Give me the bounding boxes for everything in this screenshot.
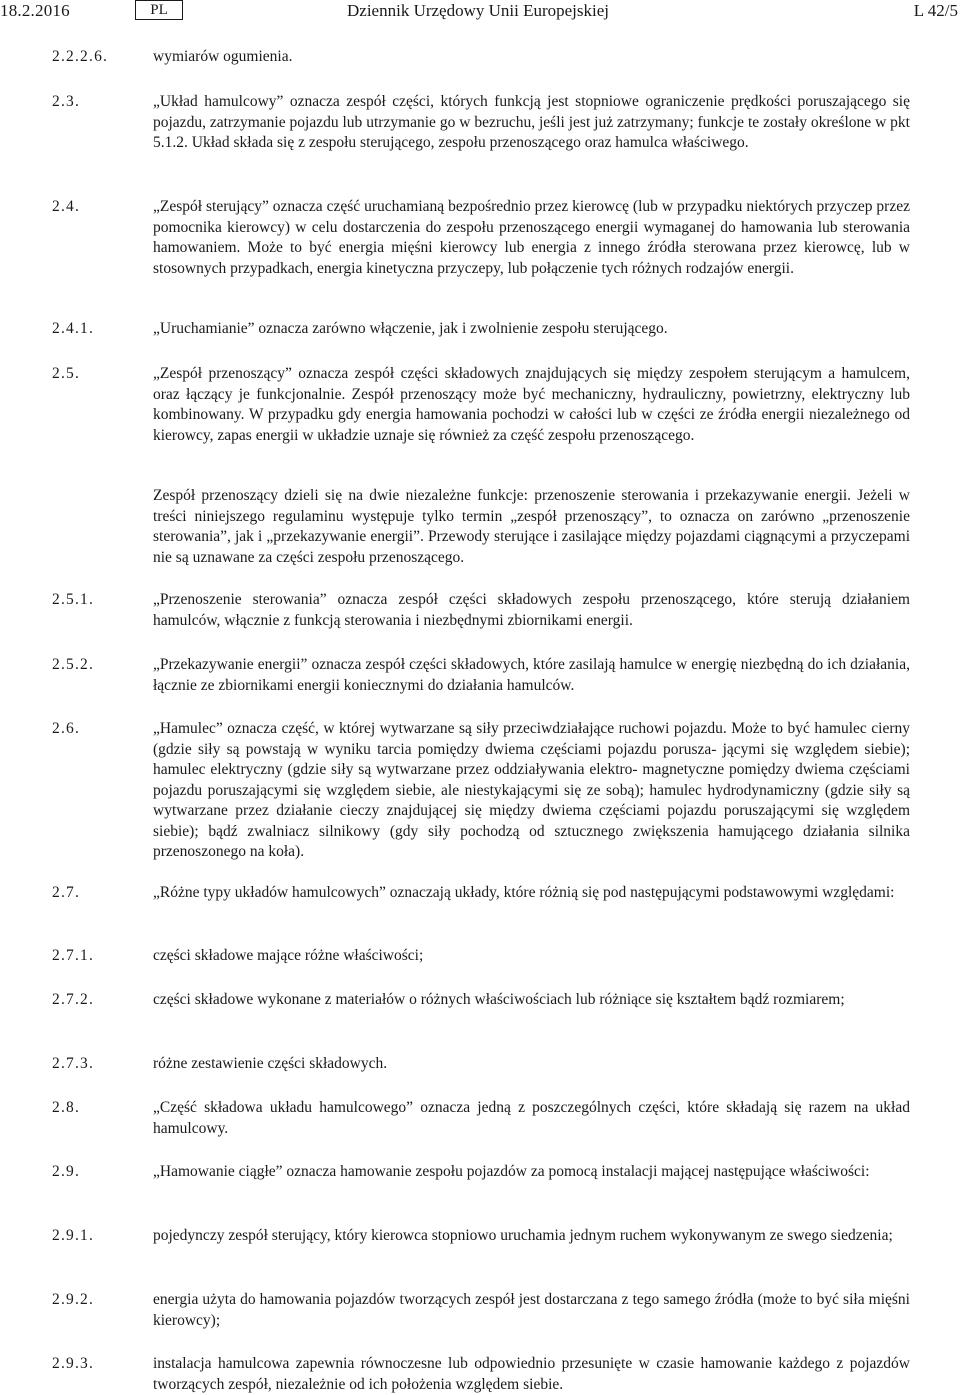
clause-text: energia użyta do hamowania pojazdów tworzących zespół jest dostarczana z tego samego źródła (może to być siła mięśni kierowcy);: [153, 1291, 910, 1329]
clause-text: „Zespół sterujący” oznacza część uruchamianą bezpośrednio przez kierowcę (lub w przypadku niektórych przyczep przez pomocnika kierowcy) w celu dostarczenia do zespołu przenoszącego energii wymaganej do hamowania lub sterowania hamowaniem. Może to być energia mięśni kierowcy lub energia z innego źródła sterowana przez kierowcę, lub w stosownych przypadkach, energia kinetyczna przyczepy, lub połączenie tych różnych rodzajów energii.: [153, 198, 910, 277]
clause-number: 2.5.: [52, 365, 81, 382]
journal-title: Dziennik Urzędowy Unii Europejskiej: [347, 1, 610, 20]
clause-number: 2.7.: [52, 884, 81, 901]
clause-number: 2.4.1.: [52, 320, 95, 337]
clause-number: 2.7.3.: [52, 1055, 95, 1072]
clause-number: 2.5.2.: [52, 656, 95, 673]
page-reference: L 42/5: [913, 1, 958, 20]
clause-number: 2.8.: [52, 1099, 81, 1116]
clause-number: 2.9.1.: [52, 1227, 95, 1244]
clause-text: „Część składowa układu hamulcowego” oznacza jedną z poszczególnych części, które składają się razem na układ hamulcowy.: [153, 1099, 910, 1137]
clause-number: 2.7.1.: [52, 947, 95, 964]
header-date: 18.2.2016: [0, 1, 70, 20]
clause-text: części składowe wykonane z materiałów o różnych właściwościach lub różniące się kształtem bądź rozmiarem;: [153, 991, 845, 1008]
page-header: [0, 0, 960, 24]
clause-text: „Hamulec” oznacza część, w której wytwarzane są siły przeciwdziałające ruchowi pojazdu. Może to być hamulec cierny (gdzie siły są powstają w wyniku tarcia pomiędzy dwiema częściami pojazdu porusza- jącymi się względem siebie); hamulec elektryczny (gdzie siły są wytwarzane przez oddziaływania elektro- magnetyczne pomiędzy dwiema częściami pojazdu poruszającymi się względem siebie, ale niestykającymi się ze sobą); hamulec hydrodynamiczny (gdzie siły są wytwarzane przez działanie cieczy znajdującej się między dwiema częściami pojazdu poruszającymi się względem siebie); bądź zwalniacz silnikowy (gdy siły pochodzą od sztucznego zwiększenia hamującego działania silnika przenoszonego na koła).: [153, 720, 910, 860]
clause-number: 2.9.2.: [52, 1291, 95, 1308]
clause-text: „Układ hamulcowy” oznacza zespół części, których funkcją jest stopniowe ograniczenie prędkości poruszającego się pojazdu, zatrzymanie pojazdu lub utrzymanie go w bezruchu, jeśli jest już zatrzymany; funkcje te zostały określone w pkt 5.1.2. Układ składa się z zespołu sterującego, zespołu przenoszącego oraz hamulca właściwego.: [153, 93, 910, 151]
clause-number: 2.2.2.6.: [52, 48, 109, 65]
clause-text: „Przekazywanie energii” oznacza zespół części składowych, które zasilają hamulce w energię niezbędną do ich działania, łącznie ze zbiornikami energii koniecznymi do działania hamulców.: [153, 656, 910, 694]
clause-number: 2.9.: [52, 1163, 81, 1180]
clause-text: „Uruchamianie” oznacza zarówno włączenie, jak i zwolnienie zespołu sterującego.: [153, 320, 668, 337]
clause-number: 2.7.2.: [52, 991, 95, 1008]
clause-text: części składowe mające różne właściwości;: [153, 947, 424, 964]
clause-text: pojedynczy zespół sterujący, który kierowca stopniowo uruchamia jednym ruchem wykonywanym ze swego siedzenia;: [153, 1227, 893, 1244]
clause-text: Zespół przenoszący dzieli się na dwie niezależne funkcje: przenoszenie sterowania i przekazywanie energii. Jeżeli w treści niniejszego regulaminu występuje tylko termin „zespół przenoszący”, to oznacza on zarówno „przenoszenie sterowania”, jak i „przekazywanie energii”. Przewody sterujące i zasilające między pojazdami ciągnącymi a przyczepami nie są uznawane za części zespołu przenoszącego.: [153, 487, 910, 566]
clause-text: „Różne typy układów hamulcowych” oznaczają układy, które różnią się pod następującymi podstawowymi względami:: [153, 884, 895, 901]
language-badge: PL: [135, 0, 183, 20]
clause-number: 2.4.: [52, 198, 81, 215]
clause-text: instalacja hamulcowa zapewnia równoczesne lub odpowiednio przesunięte w czasie hamowanie każdego z pojazdów tworzących zespół, niezależnie od ich położenia względem siebie.: [153, 1355, 910, 1393]
clause-text: różne zestawienie części składowych.: [153, 1055, 388, 1072]
clause-text: „Hamowanie ciągłe” oznacza hamowanie zespołu pojazdów za pomocą instalacji mającej następujące właściwości:: [153, 1163, 870, 1180]
clause-text: „Przenoszenie sterowania” oznacza zespół części składowych zespołu przenoszącego, które sterują działaniem hamulców, włącznie z funkcją sterowania i niezbędnymi zbiornikami energii.: [153, 591, 910, 629]
clause-number: 2.5.1.: [52, 591, 95, 608]
clause-text: wymiarów ogumienia.: [153, 48, 293, 65]
clause-number: 2.6.: [52, 720, 81, 737]
clause-number: 2.9.3.: [52, 1355, 95, 1372]
clause-text: „Zespół przenoszący” oznacza zespół części składowych znajdujących się między zespołem sterującym a hamulcem, oraz łączący je funkcjonalnie. Zespół przenoszący może być mechaniczny, hydrauliczny, powietrzny, elektryczny lub kombinowany. W przypadku gdy energia hamowania pochodzi w całości lub w części ze źródła energii niezależnego od kierowcy, zapas energii w układzie uznaje się również za część zespołu przenoszącego.: [153, 365, 910, 444]
clause-number: 2.3.: [52, 93, 81, 110]
